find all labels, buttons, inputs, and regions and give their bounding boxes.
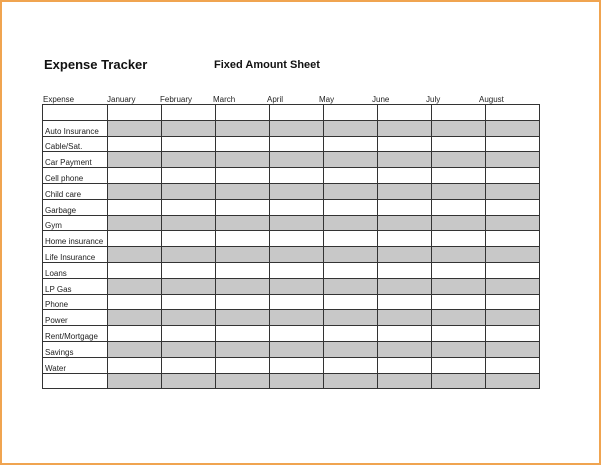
expense-label: Child care xyxy=(43,183,108,199)
amount-cell[interactable] xyxy=(270,294,324,310)
column-header: January xyxy=(107,95,136,104)
amount-cell[interactable] xyxy=(378,199,432,215)
table-row xyxy=(43,105,540,121)
amount-cell[interactable] xyxy=(486,183,540,199)
table-row xyxy=(43,278,540,294)
amount-cell[interactable] xyxy=(108,247,162,263)
amount-cell[interactable] xyxy=(324,231,378,247)
amount-cell[interactable] xyxy=(378,310,432,326)
amount-cell[interactable] xyxy=(432,199,486,215)
amount-cell[interactable] xyxy=(270,357,324,373)
table-row xyxy=(43,199,540,215)
amount-cell[interactable] xyxy=(108,278,162,294)
expense-label: Savings xyxy=(43,341,108,357)
amount-cell[interactable] xyxy=(108,215,162,231)
amount-cell[interactable] xyxy=(324,120,378,136)
amount-cell[interactable] xyxy=(432,294,486,310)
amount-cell[interactable] xyxy=(216,183,270,199)
amount-cell[interactable] xyxy=(216,341,270,357)
amount-cell[interactable] xyxy=(162,105,216,121)
amount-cell[interactable] xyxy=(270,373,324,389)
table-row xyxy=(43,294,540,310)
table-row xyxy=(43,310,540,326)
amount-cell[interactable] xyxy=(378,152,432,168)
amount-cell[interactable] xyxy=(216,310,270,326)
amount-cell[interactable] xyxy=(216,152,270,168)
amount-cell[interactable] xyxy=(324,357,378,373)
amount-cell[interactable] xyxy=(270,326,324,342)
amount-cell[interactable] xyxy=(378,120,432,136)
amount-cell[interactable] xyxy=(432,183,486,199)
amount-cell[interactable] xyxy=(486,310,540,326)
amount-cell[interactable] xyxy=(162,231,216,247)
amount-cell[interactable] xyxy=(216,231,270,247)
amount-cell[interactable] xyxy=(378,373,432,389)
table-row xyxy=(43,373,540,389)
amount-cell[interactable] xyxy=(270,136,324,152)
column-header: Expense xyxy=(43,95,75,104)
amount-cell[interactable] xyxy=(270,231,324,247)
amount-cell[interactable] xyxy=(270,152,324,168)
expense-label xyxy=(43,373,108,389)
amount-cell[interactable] xyxy=(378,341,432,357)
column-header: February xyxy=(160,95,193,104)
amount-cell[interactable] xyxy=(108,136,162,152)
table-row xyxy=(43,357,540,373)
expense-label: Car Payment xyxy=(43,152,108,168)
amount-cell[interactable] xyxy=(324,294,378,310)
amount-cell[interactable] xyxy=(162,183,216,199)
amount-cell[interactable] xyxy=(486,373,540,389)
amount-cell[interactable] xyxy=(270,278,324,294)
amount-cell[interactable] xyxy=(324,199,378,215)
amount-cell[interactable] xyxy=(216,278,270,294)
table-row xyxy=(43,183,540,199)
amount-cell[interactable] xyxy=(162,373,216,389)
amount-cell[interactable] xyxy=(378,136,432,152)
amount-cell[interactable] xyxy=(162,120,216,136)
expense-label: Home insurance xyxy=(43,231,108,247)
amount-cell[interactable] xyxy=(216,168,270,184)
amount-cell[interactable] xyxy=(378,326,432,342)
amount-cell[interactable] xyxy=(270,310,324,326)
amount-cell[interactable] xyxy=(378,168,432,184)
table-row xyxy=(43,326,540,342)
expense-label: LP Gas xyxy=(43,278,108,294)
amount-cell[interactable] xyxy=(108,326,162,342)
amount-cell[interactable] xyxy=(324,262,378,278)
amount-cell[interactable] xyxy=(324,310,378,326)
expense-label: Rent/Mortgage xyxy=(43,326,108,342)
column-header: May xyxy=(319,95,335,104)
amount-cell[interactable] xyxy=(108,105,162,121)
amount-cell[interactable] xyxy=(486,199,540,215)
expense-label: Garbage xyxy=(43,199,108,215)
amount-cell[interactable] xyxy=(162,136,216,152)
table-row xyxy=(43,231,540,247)
amount-cell[interactable] xyxy=(216,262,270,278)
amount-cell[interactable] xyxy=(216,215,270,231)
amount-cell[interactable] xyxy=(162,294,216,310)
amount-cell[interactable] xyxy=(324,247,378,263)
amount-cell[interactable] xyxy=(486,120,540,136)
expense-label: Water xyxy=(43,357,108,373)
amount-cell[interactable] xyxy=(216,294,270,310)
amount-cell[interactable] xyxy=(108,120,162,136)
amount-cell[interactable] xyxy=(378,105,432,121)
page-subtitle: Fixed Amount Sheet xyxy=(214,59,320,71)
amount-cell[interactable] xyxy=(108,294,162,310)
amount-cell[interactable] xyxy=(432,231,486,247)
amount-cell[interactable] xyxy=(324,105,378,121)
amount-cell[interactable] xyxy=(216,373,270,389)
amount-cell[interactable] xyxy=(486,262,540,278)
amount-cell[interactable] xyxy=(270,199,324,215)
amount-cell[interactable] xyxy=(486,231,540,247)
amount-cell[interactable] xyxy=(324,326,378,342)
amount-cell[interactable] xyxy=(324,373,378,389)
expense-label: Power xyxy=(43,310,108,326)
amount-cell[interactable] xyxy=(486,278,540,294)
amount-cell[interactable] xyxy=(162,326,216,342)
table-row xyxy=(43,120,540,136)
amount-cell[interactable] xyxy=(378,247,432,263)
expense-label: Loans xyxy=(43,262,108,278)
table-row xyxy=(43,152,540,168)
amount-cell[interactable] xyxy=(216,120,270,136)
amount-cell[interactable] xyxy=(162,215,216,231)
amount-cell[interactable] xyxy=(108,183,162,199)
amount-cell[interactable] xyxy=(108,168,162,184)
amount-cell[interactable] xyxy=(378,231,432,247)
column-header: March xyxy=(213,95,236,104)
amount-cell[interactable] xyxy=(162,357,216,373)
amount-cell[interactable] xyxy=(108,262,162,278)
amount-cell[interactable] xyxy=(162,262,216,278)
amount-cell[interactable] xyxy=(216,357,270,373)
amount-cell[interactable] xyxy=(108,310,162,326)
amount-cell[interactable] xyxy=(432,326,486,342)
amount-cell[interactable] xyxy=(270,168,324,184)
expense-label: Life Insurance xyxy=(43,247,108,263)
amount-cell[interactable] xyxy=(162,278,216,294)
amount-cell[interactable] xyxy=(432,278,486,294)
amount-cell[interactable] xyxy=(216,105,270,121)
table-row xyxy=(43,262,540,278)
amount-cell[interactable] xyxy=(270,120,324,136)
amount-cell[interactable] xyxy=(432,262,486,278)
amount-cell[interactable] xyxy=(432,120,486,136)
amount-cell[interactable] xyxy=(270,247,324,263)
amount-cell[interactable] xyxy=(324,136,378,152)
column-header: August xyxy=(479,95,504,104)
amount-cell[interactable] xyxy=(486,247,540,263)
amount-cell[interactable] xyxy=(108,231,162,247)
amount-cell[interactable] xyxy=(216,136,270,152)
column-header: April xyxy=(267,95,284,104)
amount-cell[interactable] xyxy=(324,183,378,199)
table-row xyxy=(43,341,540,357)
amount-cell[interactable] xyxy=(162,199,216,215)
amount-cell[interactable] xyxy=(432,136,486,152)
expense-label: Cell phone xyxy=(43,168,108,184)
page-title: Expense Tracker xyxy=(44,57,148,72)
amount-cell[interactable] xyxy=(378,357,432,373)
expense-label: Gym xyxy=(43,215,108,231)
table-row xyxy=(43,136,540,152)
amount-cell[interactable] xyxy=(432,341,486,357)
amount-cell[interactable] xyxy=(324,278,378,294)
amount-cell[interactable] xyxy=(432,357,486,373)
amount-cell[interactable] xyxy=(432,152,486,168)
amount-cell[interactable] xyxy=(486,105,540,121)
amount-cell[interactable] xyxy=(432,168,486,184)
amount-cell[interactable] xyxy=(378,215,432,231)
amount-cell[interactable] xyxy=(432,215,486,231)
amount-cell[interactable] xyxy=(324,341,378,357)
amount-cell[interactable] xyxy=(162,247,216,263)
amount-cell[interactable] xyxy=(486,341,540,357)
amount-cell[interactable] xyxy=(216,326,270,342)
amount-cell[interactable] xyxy=(270,262,324,278)
amount-cell[interactable] xyxy=(486,168,540,184)
amount-cell[interactable] xyxy=(486,136,540,152)
amount-cell[interactable] xyxy=(486,294,540,310)
amount-cell[interactable] xyxy=(270,105,324,121)
column-header: July xyxy=(426,95,441,104)
amount-cell[interactable] xyxy=(432,247,486,263)
amount-cell[interactable] xyxy=(216,247,270,263)
amount-cell[interactable] xyxy=(270,215,324,231)
amount-cell[interactable] xyxy=(162,168,216,184)
amount-cell[interactable] xyxy=(432,105,486,121)
amount-cell[interactable] xyxy=(108,373,162,389)
amount-cell[interactable] xyxy=(108,199,162,215)
amount-cell[interactable] xyxy=(378,262,432,278)
amount-cell[interactable] xyxy=(378,183,432,199)
expense-label: Cable/Sat. xyxy=(43,136,108,152)
amount-cell[interactable] xyxy=(108,152,162,168)
amount-cell[interactable] xyxy=(486,215,540,231)
amount-cell[interactable] xyxy=(270,341,324,357)
amount-cell[interactable] xyxy=(270,183,324,199)
amount-cell[interactable] xyxy=(324,152,378,168)
amount-cell[interactable] xyxy=(486,357,540,373)
expense-label: Auto Insurance xyxy=(43,120,108,136)
table-row xyxy=(43,247,540,263)
amount-cell[interactable] xyxy=(324,168,378,184)
table-row xyxy=(43,215,540,231)
amount-cell[interactable] xyxy=(432,373,486,389)
expense-label: Phone xyxy=(43,294,108,310)
amount-cell[interactable] xyxy=(216,199,270,215)
amount-cell[interactable] xyxy=(108,341,162,357)
amount-cell[interactable] xyxy=(486,152,540,168)
amount-cell[interactable] xyxy=(162,152,216,168)
amount-cell[interactable] xyxy=(324,215,378,231)
expense-label xyxy=(43,105,108,121)
amount-cell[interactable] xyxy=(486,326,540,342)
amount-cell[interactable] xyxy=(162,341,216,357)
amount-cell[interactable] xyxy=(108,357,162,373)
amount-cell[interactable] xyxy=(378,278,432,294)
amount-cell[interactable] xyxy=(162,310,216,326)
amount-cell[interactable] xyxy=(378,294,432,310)
amount-cell[interactable] xyxy=(432,310,486,326)
table-row xyxy=(43,168,540,184)
expense-table xyxy=(42,104,540,389)
column-header: June xyxy=(372,95,390,104)
